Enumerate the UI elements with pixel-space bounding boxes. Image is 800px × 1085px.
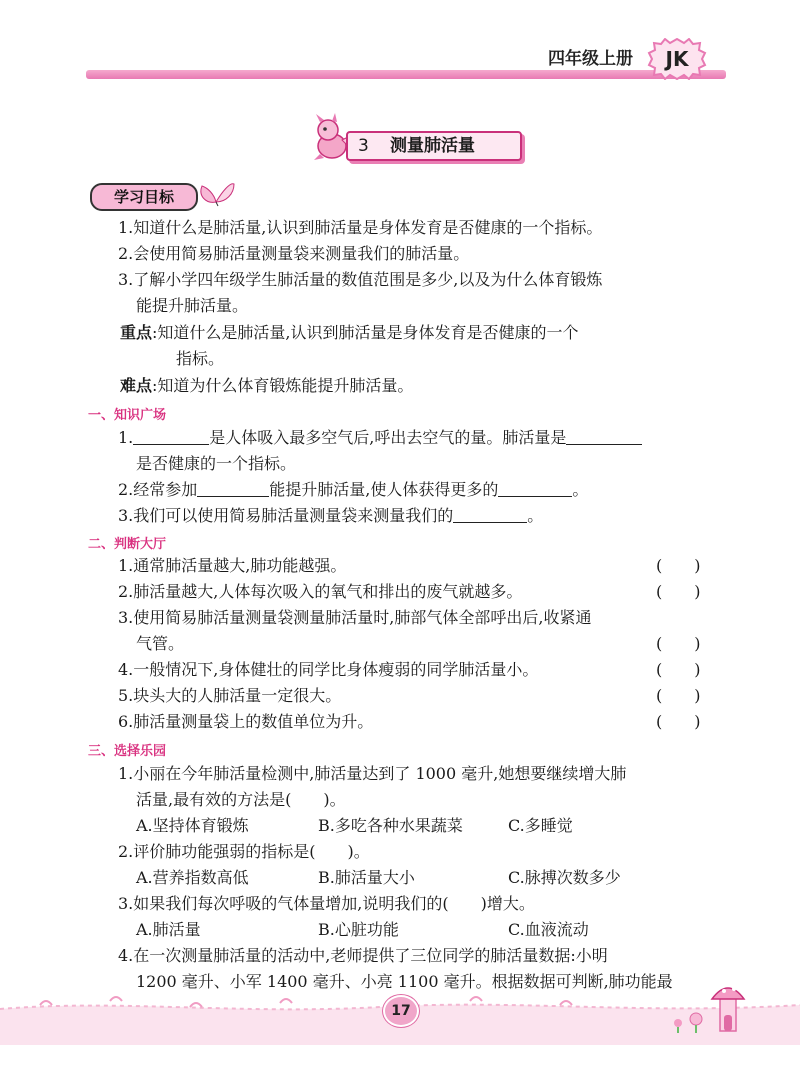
goal-item-2: 2.会使用简易肺活量测量袋来测量我们的肺活量。	[118, 244, 470, 263]
edition-text: JK	[665, 47, 689, 71]
difficulty-label: 难点	[120, 376, 153, 395]
key-point-line-1	[120, 323, 579, 343]
s1-q1-line2: 是否健康的一个指标。	[136, 454, 297, 473]
difficulty-text: :知道为什么体育锻炼能提升肺活量。	[152, 376, 414, 395]
difficulty-line	[120, 376, 413, 396]
option-c[interactable]: C.多睡觉	[508, 816, 573, 835]
s1-q3-end: 。	[527, 506, 544, 525]
judge-item-3-cont: 气管。	[136, 634, 185, 653]
mushroom-house-icon	[660, 975, 750, 1035]
blank[interactable]	[197, 480, 269, 497]
lesson-title-box	[346, 131, 522, 161]
goal-item-3-cont: 能提升肺活量。	[136, 296, 249, 315]
blank[interactable]	[133, 428, 209, 445]
blank[interactable]	[498, 480, 572, 497]
choice-q2: 2.评价肺功能强弱的指标是( )。	[118, 842, 370, 861]
goals-label: 学习目标	[90, 183, 198, 211]
answer-paren[interactable]: ( )	[656, 660, 701, 679]
section-1-heading: 一、知识广场	[88, 408, 167, 423]
goal-item-3: 3.了解小学四年级学生肺活量的数值范围是多少,以及为什么体育锻炼	[118, 270, 603, 289]
answer-paren[interactable]: ( )	[656, 582, 701, 601]
key-point-label: 重点	[120, 323, 153, 342]
judge-item-1: 1.通常肺活量越大,肺功能越强。	[118, 556, 347, 575]
s1-q2-prefix: 2.经常参加	[118, 480, 198, 499]
option-a[interactable]: A.营养指数高低	[136, 868, 249, 887]
blank[interactable]	[566, 428, 642, 445]
goal-item-1: 1.知道什么是肺活量,认识到肺活量是身体发育是否健康的一个指标。	[118, 218, 603, 237]
choice-q4-line1: 4.在一次测量肺活量的活动中,老师提供了三位同学的肺活量数据:小明	[118, 946, 608, 965]
answer-paren[interactable]: ( )	[656, 686, 701, 705]
s1-q1-prefix: 1.	[118, 428, 134, 447]
answer-paren[interactable]: ( )	[656, 556, 701, 575]
s1-q2	[118, 480, 588, 500]
option-c[interactable]: C.血液流动	[508, 920, 589, 939]
section-2-heading: 二、判断大厅	[88, 537, 167, 552]
s1-q1-text: 是人体吸入最多空气后,呼出去空气的量。肺活量是	[209, 428, 567, 447]
butterfly-icon	[196, 176, 236, 208]
option-b[interactable]: B.心脏功能	[318, 920, 399, 939]
blank[interactable]	[453, 506, 527, 523]
s1-q3	[118, 506, 543, 526]
lesson-number: 3	[358, 136, 369, 156]
judge-item-2: 2.肺活量越大,人体每次吸入的氧气和排出的废气就越多。	[118, 582, 523, 601]
lesson-title-banner	[306, 112, 526, 164]
answer-paren[interactable]: ( )	[656, 634, 701, 653]
key-point-line-2: 指标。	[176, 349, 225, 368]
choice-q1-line2: 活量,最有效的方法是( )。	[136, 790, 346, 809]
judge-item-5: 5.块头大的人肺活量一定很大。	[118, 686, 342, 705]
option-b[interactable]: B.肺活量大小	[318, 868, 415, 887]
s1-q2-text: 能提升肺活量,使人体获得更多的	[269, 480, 499, 499]
judge-item-3: 3.使用简易肺活量测量袋测量肺活量时,肺部气体全部呼出后,收紧通	[118, 608, 592, 627]
lesson-title: 测量肺活量	[390, 136, 475, 156]
grade-label: 四年级上册	[540, 44, 641, 69]
answer-paren[interactable]: ( )	[656, 712, 701, 731]
edition-badge	[646, 38, 708, 80]
choice-q3: 3.如果我们每次呼吸的气体量增加,说明我们的( )增大。	[118, 894, 535, 913]
option-b[interactable]: B.多吃各种水果蔬菜	[318, 816, 463, 835]
section-3-heading: 三、选择乐园	[88, 744, 167, 759]
header-bar	[86, 70, 726, 79]
judge-item-6: 6.肺活量测量袋上的数值单位为升。	[118, 712, 374, 731]
option-a[interactable]: A.坚持体育锻炼	[136, 816, 249, 835]
choice-q4-line2: 1200 毫升、小军 1400 毫升、小亮 1100 毫升。根据数据可判断,肺功能最	[136, 972, 673, 991]
s1-q2-end: 。	[572, 480, 589, 499]
judge-item-4: 4.一般情况下,身体健壮的同学比身体瘦弱的同学肺活量小。	[118, 660, 539, 679]
key-point-text: :知道什么是肺活量,认识到肺活量是身体发育是否健康的一个	[152, 323, 579, 342]
s1-q3-prefix: 3.我们可以使用简易肺活量测量袋来测量我们的	[118, 506, 454, 525]
s1-q1-line1	[118, 428, 642, 448]
option-c[interactable]: C.脉搏次数多少	[508, 868, 621, 887]
page-number: 17	[383, 995, 419, 1027]
option-a[interactable]: A.肺活量	[136, 920, 201, 939]
choice-q1-line1: 1.小丽在今年肺活量检测中,肺活量达到了 1000 毫升,她想要继续增大肺	[118, 764, 627, 783]
